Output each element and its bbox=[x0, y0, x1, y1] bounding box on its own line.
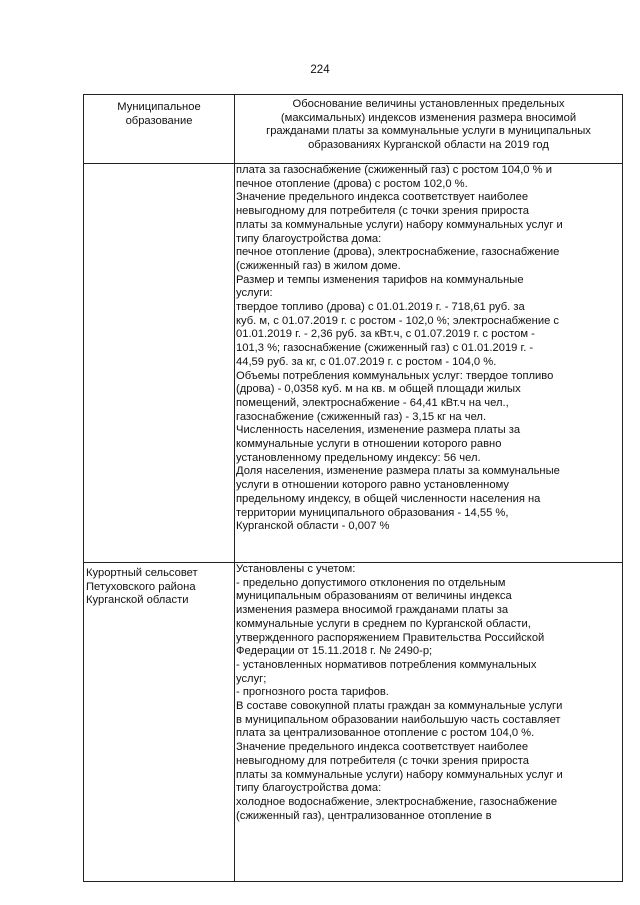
header-justification: Обоснование величины установленных предельных (максимальных) индексов изменения размера вносимой гражданами платы за коммунальные услуги в муниципальных образованиях Курганской области на 2019 год bbox=[235, 95, 623, 164]
justification-cell: Установлены с учетом: - предельно допустимого отклонения по отдельным муниципальным образованиям от величины индекса изменения размера вносимой гражданами платы за коммунальные услуги в среднем по Курганской области, утвержденного распоряжением Правительства Российской Федерации от 15.11.2018 г. № 2490-р; - установленных нормативов потребления коммунальных услуг; - прогнозного роста тарифов. В составе совокупной платы граждан за коммунальные услуги в муниципальном образовании наибольшую часть составляет плата за централизованное отопление с ростом 104,0 %. Значение предельного индекса соответствует наиболее невыгодному для потребителя (с точки зрения прироста платы за коммунальные услуги) набору коммунальных услуг и типу благоустройства дома: холодное водоснабжение, электроснабжение, газоснабжение (сжиженный газ), централизованное отопление в bbox=[235, 563, 623, 882]
page-number: 224 bbox=[310, 64, 330, 76]
header-municipality: Муниципальное образование bbox=[84, 95, 235, 164]
table-row bbox=[84, 164, 623, 563]
table-row bbox=[84, 563, 623, 882]
justification-cell: плата за газоснабжение (сжиженный газ) с ростом 104,0 % и печное отопление (дрова) с ростом 102,0 %. Значение предельного индекса соответствует наиболее невыгодному для потребителя (с точки зрения прироста платы за коммунальные услуги) набору коммунальных услуг и типу благоустройства дома: печное отопление (дрова), электроснабжение, газоснабжение (сжиженный газ) в жилом доме. Размер и темпы изменения тарифов на коммунальные услуги: твердое топливо (дрова) с 01.01.2019 г. - 718,61 руб. за куб. м, с 01.07.2019 г. с ростом - 102,0 %; электроснабжение с 01.01.2019 г. - 2,36 руб. за кВт.ч, с 01.07.2019 г. с ростом - 101,3 %; газоснабжение (сжиженный газ) с 01.01.2019 г. - 44,59 руб. за кг, с 01.07.2019 г. с ростом - 104,0 %. Объемы потребления коммунальных услуг: твердое топливо (дрова) - 0,0358 куб. м на кв. м общей площади жилых помещений, электроснабжение - 64,41 кВт.ч на чел., газоснабжение (сжиженный газ) - 3,15 кг на чел. Численность населения, изменение размера платы за коммунальные услуги в отношении которого равно установленному предельному индексу: 56 чел. Доля населения, изменение размера платы за коммунальные услуги в отношении которого равно установленному предельному индексу, в общей численности населения на территории муниципального образования - 14,55 %, Курганской области - 0,007 % bbox=[235, 164, 623, 563]
municipality-cell bbox=[84, 164, 235, 563]
table-header-row bbox=[84, 95, 623, 164]
municipality-cell: Курортный сельсовет Петуховского района Курганской области bbox=[84, 563, 235, 882]
justification-table bbox=[83, 94, 623, 882]
